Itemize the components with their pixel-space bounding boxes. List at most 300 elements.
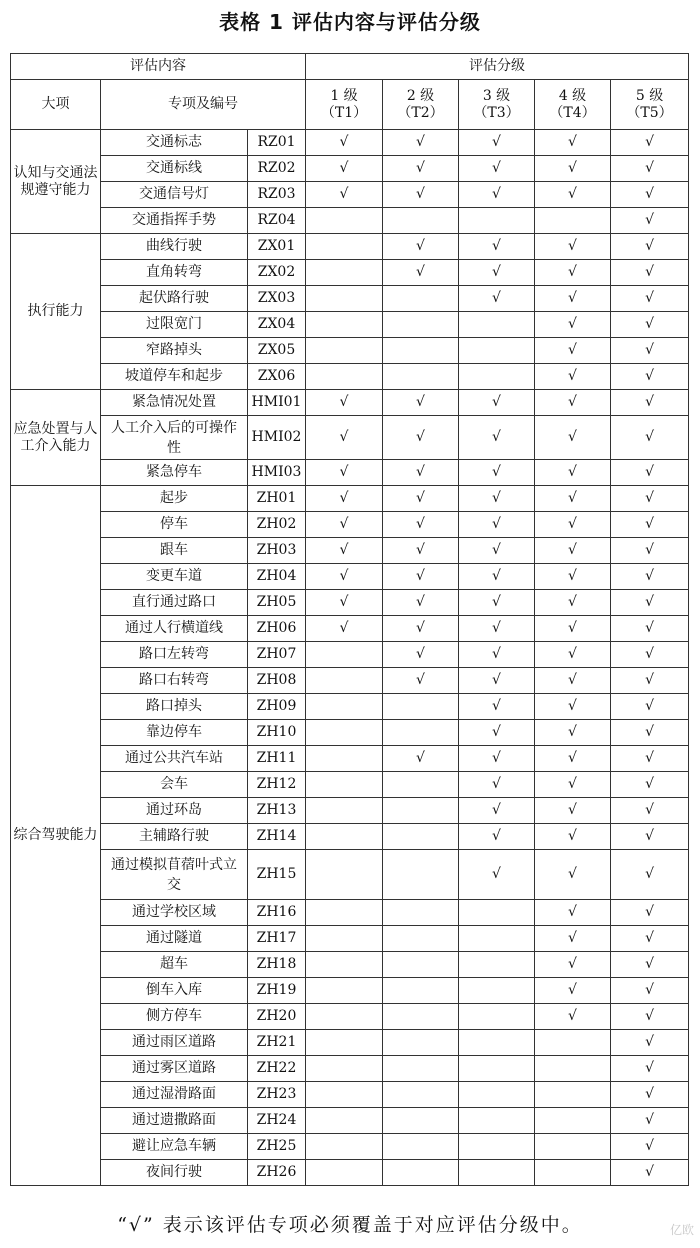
item-name: 通过人行横道线 bbox=[101, 616, 248, 642]
check-mark-icon: √ bbox=[645, 490, 654, 506]
check-mark-icon: √ bbox=[645, 750, 654, 766]
check-mark-icon: √ bbox=[645, 646, 654, 662]
item-code: ZH05 bbox=[248, 590, 306, 616]
check-mark-icon: √ bbox=[416, 134, 425, 150]
level-2-cell bbox=[383, 850, 459, 900]
check-mark-icon: √ bbox=[645, 134, 654, 150]
level-5-cell bbox=[611, 312, 689, 338]
header-content: 评估内容 bbox=[11, 54, 306, 80]
item-code: RZ03 bbox=[248, 182, 306, 208]
item-name: 通过公共汽车站 bbox=[101, 746, 248, 772]
level-label: 2 级 bbox=[406, 87, 435, 104]
level-2-cell bbox=[383, 978, 459, 1004]
item-name: 窄路掉头 bbox=[101, 338, 248, 364]
level-1-cell bbox=[306, 978, 383, 1004]
level-2-cell bbox=[383, 824, 459, 850]
check-mark-icon: √ bbox=[492, 776, 501, 792]
check-mark-icon: √ bbox=[339, 394, 349, 410]
level-3-cell bbox=[459, 460, 535, 486]
check-mark-icon: √ bbox=[492, 490, 501, 506]
check-mark-icon: √ bbox=[568, 1008, 577, 1024]
level-5-cell bbox=[611, 616, 689, 642]
level-3-cell bbox=[459, 486, 535, 512]
level-3-cell bbox=[459, 182, 535, 208]
level-1-cell bbox=[306, 234, 383, 260]
level-5-cell bbox=[611, 590, 689, 616]
level-1-cell bbox=[306, 208, 383, 234]
level-5-cell bbox=[611, 668, 689, 694]
level-2-cell bbox=[383, 1056, 459, 1082]
item-code: ZH11 bbox=[248, 746, 306, 772]
level-4-cell bbox=[535, 390, 611, 416]
level-5-cell bbox=[611, 130, 689, 156]
check-mark-icon: √ bbox=[339, 568, 349, 584]
check-mark-icon: √ bbox=[568, 930, 577, 946]
level-5-cell bbox=[611, 156, 689, 182]
level-4-cell bbox=[535, 952, 611, 978]
item-name: 交通信号灯 bbox=[101, 182, 248, 208]
item-name: 直角转弯 bbox=[101, 260, 248, 286]
item-name: 会车 bbox=[101, 772, 248, 798]
level-1-cell bbox=[306, 694, 383, 720]
level-2-cell bbox=[383, 720, 459, 746]
check-mark-icon: √ bbox=[645, 160, 654, 176]
level-4-cell bbox=[535, 286, 611, 312]
check-mark-icon: √ bbox=[645, 802, 654, 818]
level-3-cell bbox=[459, 772, 535, 798]
level-2-cell bbox=[383, 668, 459, 694]
item-code: ZH06 bbox=[248, 616, 306, 642]
level-5-cell bbox=[611, 364, 689, 390]
item-name: 曲线行驶 bbox=[101, 234, 248, 260]
level-3-cell bbox=[459, 156, 535, 182]
footnote: “√” 表示该评估专项必须覆盖于对应评估分级中。 bbox=[117, 1214, 583, 1236]
level-label: 3 级 bbox=[482, 87, 511, 104]
check-mark-icon: √ bbox=[568, 750, 577, 766]
level-2-cell bbox=[383, 208, 459, 234]
check-mark-icon: √ bbox=[339, 516, 349, 532]
check-mark-icon: √ bbox=[339, 160, 349, 176]
item-code: ZH24 bbox=[248, 1108, 306, 1134]
item-name: 紧急停车 bbox=[101, 460, 248, 486]
level-4-cell bbox=[535, 900, 611, 926]
check-mark-icon: √ bbox=[645, 1086, 654, 1102]
level-3-cell bbox=[459, 234, 535, 260]
check-mark-icon: √ bbox=[568, 646, 577, 662]
level-3-cell bbox=[459, 926, 535, 952]
item-name: 交通标线 bbox=[101, 156, 248, 182]
level-5-cell bbox=[611, 338, 689, 364]
header-category: 大项 bbox=[11, 80, 101, 130]
level-4-cell bbox=[535, 486, 611, 512]
item-code: ZH09 bbox=[248, 694, 306, 720]
check-mark-icon: √ bbox=[492, 698, 501, 714]
table-row bbox=[11, 286, 689, 312]
check-mark-icon: √ bbox=[568, 982, 577, 998]
check-mark-icon: √ bbox=[492, 542, 501, 558]
level-3-cell bbox=[459, 1160, 535, 1186]
table-row bbox=[11, 416, 689, 460]
check-mark-icon: √ bbox=[416, 464, 425, 480]
check-mark-icon: √ bbox=[416, 429, 425, 445]
level-2-cell bbox=[383, 260, 459, 286]
item-code: ZH10 bbox=[248, 720, 306, 746]
level-1-cell bbox=[306, 364, 383, 390]
check-mark-icon: √ bbox=[416, 516, 425, 532]
check-mark-icon: √ bbox=[492, 160, 501, 176]
check-mark-icon: √ bbox=[492, 186, 501, 202]
table-title: 表格 1 评估内容与评估分级 bbox=[219, 10, 481, 34]
check-mark-icon: √ bbox=[645, 542, 654, 558]
level-4-cell bbox=[535, 338, 611, 364]
item-name: 紧急情况处置 bbox=[101, 390, 248, 416]
check-mark-icon: √ bbox=[568, 620, 577, 636]
level-5-cell bbox=[611, 850, 689, 900]
table-row bbox=[11, 824, 689, 850]
level-3-cell bbox=[459, 1030, 535, 1056]
level-3-cell bbox=[459, 694, 535, 720]
table-row bbox=[11, 668, 689, 694]
item-code: RZ01 bbox=[248, 130, 306, 156]
category-cell: 认知与交通法规遵守能力 bbox=[11, 130, 101, 234]
level-2-cell bbox=[383, 130, 459, 156]
check-mark-icon: √ bbox=[416, 750, 425, 766]
item-code: ZH08 bbox=[248, 668, 306, 694]
check-mark-icon: √ bbox=[568, 904, 577, 920]
level-3-cell bbox=[459, 616, 535, 642]
check-mark-icon: √ bbox=[416, 238, 425, 254]
level-1-cell bbox=[306, 312, 383, 338]
check-mark-icon: √ bbox=[492, 620, 501, 636]
item-name: 通过雾区道路 bbox=[101, 1056, 248, 1082]
level-4-cell bbox=[535, 364, 611, 390]
check-mark-icon: √ bbox=[492, 750, 501, 766]
check-mark-icon: √ bbox=[568, 429, 577, 445]
level-3-cell bbox=[459, 286, 535, 312]
level-1-cell bbox=[306, 720, 383, 746]
level-1-cell bbox=[306, 390, 383, 416]
level-5-cell bbox=[611, 416, 689, 460]
table-body bbox=[11, 130, 689, 1186]
check-mark-icon: √ bbox=[339, 134, 349, 150]
level-4-cell bbox=[535, 1056, 611, 1082]
check-mark-icon: √ bbox=[492, 290, 501, 306]
header-grading: 评估分级 bbox=[306, 54, 689, 80]
level-1-cell bbox=[306, 1004, 383, 1030]
item-code: ZH07 bbox=[248, 642, 306, 668]
table-row bbox=[11, 312, 689, 338]
check-mark-icon: √ bbox=[645, 956, 654, 972]
level-4-cell bbox=[535, 1004, 611, 1030]
check-mark-icon: √ bbox=[416, 160, 425, 176]
check-mark-icon: √ bbox=[492, 464, 501, 480]
check-mark-icon: √ bbox=[568, 594, 577, 610]
check-mark-icon: √ bbox=[645, 516, 654, 532]
check-mark-icon: √ bbox=[492, 516, 501, 532]
item-code: ZH18 bbox=[248, 952, 306, 978]
level-2-cell bbox=[383, 746, 459, 772]
check-mark-icon: √ bbox=[492, 594, 501, 610]
item-name: 起步 bbox=[101, 486, 248, 512]
level-label: 1 级 bbox=[330, 87, 358, 104]
check-mark-icon: √ bbox=[645, 866, 654, 882]
check-mark-icon: √ bbox=[645, 930, 654, 946]
check-mark-icon: √ bbox=[568, 724, 577, 740]
check-mark-icon: √ bbox=[568, 698, 577, 714]
check-mark-icon: √ bbox=[645, 464, 654, 480]
level-4-cell bbox=[535, 668, 611, 694]
table-row bbox=[11, 1030, 689, 1056]
level-5-cell bbox=[611, 512, 689, 538]
check-mark-icon: √ bbox=[492, 802, 501, 818]
level-1-cell bbox=[306, 538, 383, 564]
level-5-cell bbox=[611, 746, 689, 772]
table-row bbox=[11, 1004, 689, 1030]
level-1-cell bbox=[306, 1108, 383, 1134]
check-mark-icon: √ bbox=[416, 490, 425, 506]
check-mark-icon: √ bbox=[645, 724, 654, 740]
item-code: ZX05 bbox=[248, 338, 306, 364]
check-mark-icon: √ bbox=[645, 316, 654, 332]
level-1-cell bbox=[306, 486, 383, 512]
check-mark-icon: √ bbox=[416, 186, 425, 202]
level-4-cell bbox=[535, 130, 611, 156]
level-1-cell bbox=[306, 260, 383, 286]
check-mark-icon: √ bbox=[416, 264, 425, 280]
level-2-cell bbox=[383, 390, 459, 416]
table-row bbox=[11, 798, 689, 824]
item-name: 交通指挥手势 bbox=[101, 208, 248, 234]
table-row bbox=[11, 1160, 689, 1186]
level-3-cell bbox=[459, 746, 535, 772]
level-3-cell bbox=[459, 564, 535, 590]
header-level-1 bbox=[306, 80, 383, 130]
level-5-cell bbox=[611, 798, 689, 824]
level-5-cell bbox=[611, 694, 689, 720]
level-1-cell bbox=[306, 130, 383, 156]
table-row bbox=[11, 694, 689, 720]
check-mark-icon: √ bbox=[568, 342, 577, 358]
level-5-cell bbox=[611, 1030, 689, 1056]
level-2-cell bbox=[383, 1004, 459, 1030]
level-3-cell bbox=[459, 338, 535, 364]
table-row bbox=[11, 746, 689, 772]
table-row bbox=[11, 1134, 689, 1160]
level-1-cell bbox=[306, 824, 383, 850]
level-5-cell bbox=[611, 208, 689, 234]
item-name: 人工介入后的可操作性 bbox=[101, 416, 248, 460]
check-mark-icon: √ bbox=[568, 490, 577, 506]
check-mark-icon: √ bbox=[645, 620, 654, 636]
level-2-cell bbox=[383, 900, 459, 926]
item-code: ZH21 bbox=[248, 1030, 306, 1056]
level-1-cell bbox=[306, 1134, 383, 1160]
level-2-cell bbox=[383, 460, 459, 486]
item-name: 通过学校区域 bbox=[101, 900, 248, 926]
check-mark-icon: √ bbox=[416, 672, 425, 688]
check-mark-icon: √ bbox=[416, 646, 425, 662]
level-label: 5 级 bbox=[635, 87, 664, 104]
level-3-cell bbox=[459, 130, 535, 156]
check-mark-icon: √ bbox=[645, 368, 654, 384]
level-2-cell bbox=[383, 952, 459, 978]
check-mark-icon: √ bbox=[416, 394, 425, 410]
level-2-cell bbox=[383, 416, 459, 460]
level-4-cell bbox=[535, 460, 611, 486]
level-4-cell bbox=[535, 616, 611, 642]
level-1-cell bbox=[306, 416, 383, 460]
item-name: 起伏路行驶 bbox=[101, 286, 248, 312]
item-code: ZH22 bbox=[248, 1056, 306, 1082]
item-code: ZX03 bbox=[248, 286, 306, 312]
check-mark-icon: √ bbox=[416, 620, 425, 636]
table-row bbox=[11, 260, 689, 286]
header-level-3 bbox=[459, 80, 535, 130]
level-4-cell bbox=[535, 1030, 611, 1056]
item-code: ZH02 bbox=[248, 512, 306, 538]
check-mark-icon: √ bbox=[645, 1008, 654, 1024]
check-mark-icon: √ bbox=[568, 516, 577, 532]
item-name: 路口掉头 bbox=[101, 694, 248, 720]
level-3-cell bbox=[459, 642, 535, 668]
item-name: 变更车道 bbox=[101, 564, 248, 590]
level-2-cell bbox=[383, 512, 459, 538]
check-mark-icon: √ bbox=[416, 594, 425, 610]
level-4-cell bbox=[535, 850, 611, 900]
item-name: 超车 bbox=[101, 952, 248, 978]
header-item: 专项及编号 bbox=[101, 80, 306, 130]
check-mark-icon: √ bbox=[492, 672, 501, 688]
item-code: HMI03 bbox=[248, 460, 306, 486]
item-name: 坡道停车和起步 bbox=[101, 364, 248, 390]
category-cell: 综合驾驶能力 bbox=[11, 486, 101, 1186]
level-4-cell bbox=[535, 1082, 611, 1108]
level-5-cell bbox=[611, 1082, 689, 1108]
level-2-cell bbox=[383, 538, 459, 564]
check-mark-icon: √ bbox=[568, 368, 577, 384]
item-code: ZH14 bbox=[248, 824, 306, 850]
level-2-cell bbox=[383, 926, 459, 952]
table-row bbox=[11, 156, 689, 182]
item-code: ZX01 bbox=[248, 234, 306, 260]
level-5-cell bbox=[611, 900, 689, 926]
level-1-cell bbox=[306, 564, 383, 590]
check-mark-icon: √ bbox=[645, 568, 654, 584]
level-3-cell bbox=[459, 978, 535, 1004]
check-mark-icon: √ bbox=[645, 264, 654, 280]
level-2-cell bbox=[383, 312, 459, 338]
check-mark-icon: √ bbox=[645, 342, 654, 358]
level-5-cell bbox=[611, 824, 689, 850]
level-code: （T3） bbox=[473, 104, 520, 121]
item-code: RZ04 bbox=[248, 208, 306, 234]
check-mark-icon: √ bbox=[645, 1164, 654, 1180]
level-5-cell bbox=[611, 772, 689, 798]
table-row bbox=[11, 338, 689, 364]
item-code: ZH23 bbox=[248, 1082, 306, 1108]
item-code: ZH13 bbox=[248, 798, 306, 824]
check-mark-icon: √ bbox=[416, 568, 425, 584]
level-1-cell bbox=[306, 1160, 383, 1186]
level-5-cell bbox=[611, 182, 689, 208]
table-row bbox=[11, 1056, 689, 1082]
check-mark-icon: √ bbox=[568, 160, 577, 176]
item-name: 夜间行驶 bbox=[101, 1160, 248, 1186]
level-4-cell bbox=[535, 798, 611, 824]
level-5-cell bbox=[611, 486, 689, 512]
item-name: 通过环岛 bbox=[101, 798, 248, 824]
item-code: ZH25 bbox=[248, 1134, 306, 1160]
item-code: ZX02 bbox=[248, 260, 306, 286]
level-2-cell bbox=[383, 286, 459, 312]
item-name: 通过模拟苜蓿叶式立交 bbox=[101, 850, 248, 900]
level-label: 4 级 bbox=[558, 87, 587, 104]
level-5-cell bbox=[611, 1134, 689, 1160]
level-1-cell bbox=[306, 616, 383, 642]
table-row bbox=[11, 720, 689, 746]
level-4-cell bbox=[535, 642, 611, 668]
item-name: 通过雨区道路 bbox=[101, 1030, 248, 1056]
check-mark-icon: √ bbox=[645, 672, 654, 688]
check-mark-icon: √ bbox=[568, 464, 577, 480]
table-row bbox=[11, 130, 689, 156]
level-1-cell bbox=[306, 900, 383, 926]
level-3-cell bbox=[459, 1134, 535, 1160]
table-row bbox=[11, 926, 689, 952]
check-mark-icon: √ bbox=[568, 290, 577, 306]
check-mark-icon: √ bbox=[645, 828, 654, 844]
item-code: ZH20 bbox=[248, 1004, 306, 1030]
item-name: 停车 bbox=[101, 512, 248, 538]
level-2-cell bbox=[383, 1134, 459, 1160]
level-1-cell bbox=[306, 926, 383, 952]
level-1-cell bbox=[306, 512, 383, 538]
level-2-cell bbox=[383, 1030, 459, 1056]
check-mark-icon: √ bbox=[568, 776, 577, 792]
level-1-cell bbox=[306, 182, 383, 208]
table-row bbox=[11, 1082, 689, 1108]
item-code: ZH17 bbox=[248, 926, 306, 952]
level-5-cell bbox=[611, 1004, 689, 1030]
level-2-cell bbox=[383, 642, 459, 668]
check-mark-icon: √ bbox=[645, 186, 654, 202]
check-mark-icon: √ bbox=[568, 542, 577, 558]
table-row bbox=[11, 390, 689, 416]
level-3-cell bbox=[459, 668, 535, 694]
table-row bbox=[11, 850, 689, 900]
level-code: （T1） bbox=[320, 104, 368, 121]
level-2-cell bbox=[383, 1108, 459, 1134]
item-code: ZH12 bbox=[248, 772, 306, 798]
item-code: ZH16 bbox=[248, 900, 306, 926]
table-row bbox=[11, 234, 689, 260]
level-2-cell bbox=[383, 338, 459, 364]
level-2-cell bbox=[383, 564, 459, 590]
check-mark-icon: √ bbox=[568, 186, 577, 202]
level-5-cell bbox=[611, 1108, 689, 1134]
table-row bbox=[11, 772, 689, 798]
level-4-cell bbox=[535, 156, 611, 182]
check-mark-icon: √ bbox=[645, 394, 654, 410]
item-code: ZH01 bbox=[248, 486, 306, 512]
level-5-cell bbox=[611, 234, 689, 260]
check-mark-icon: √ bbox=[645, 594, 654, 610]
level-3-cell bbox=[459, 952, 535, 978]
table-row bbox=[11, 460, 689, 486]
check-mark-icon: √ bbox=[645, 429, 654, 445]
level-5-cell bbox=[611, 926, 689, 952]
item-name: 避让应急车辆 bbox=[101, 1134, 248, 1160]
